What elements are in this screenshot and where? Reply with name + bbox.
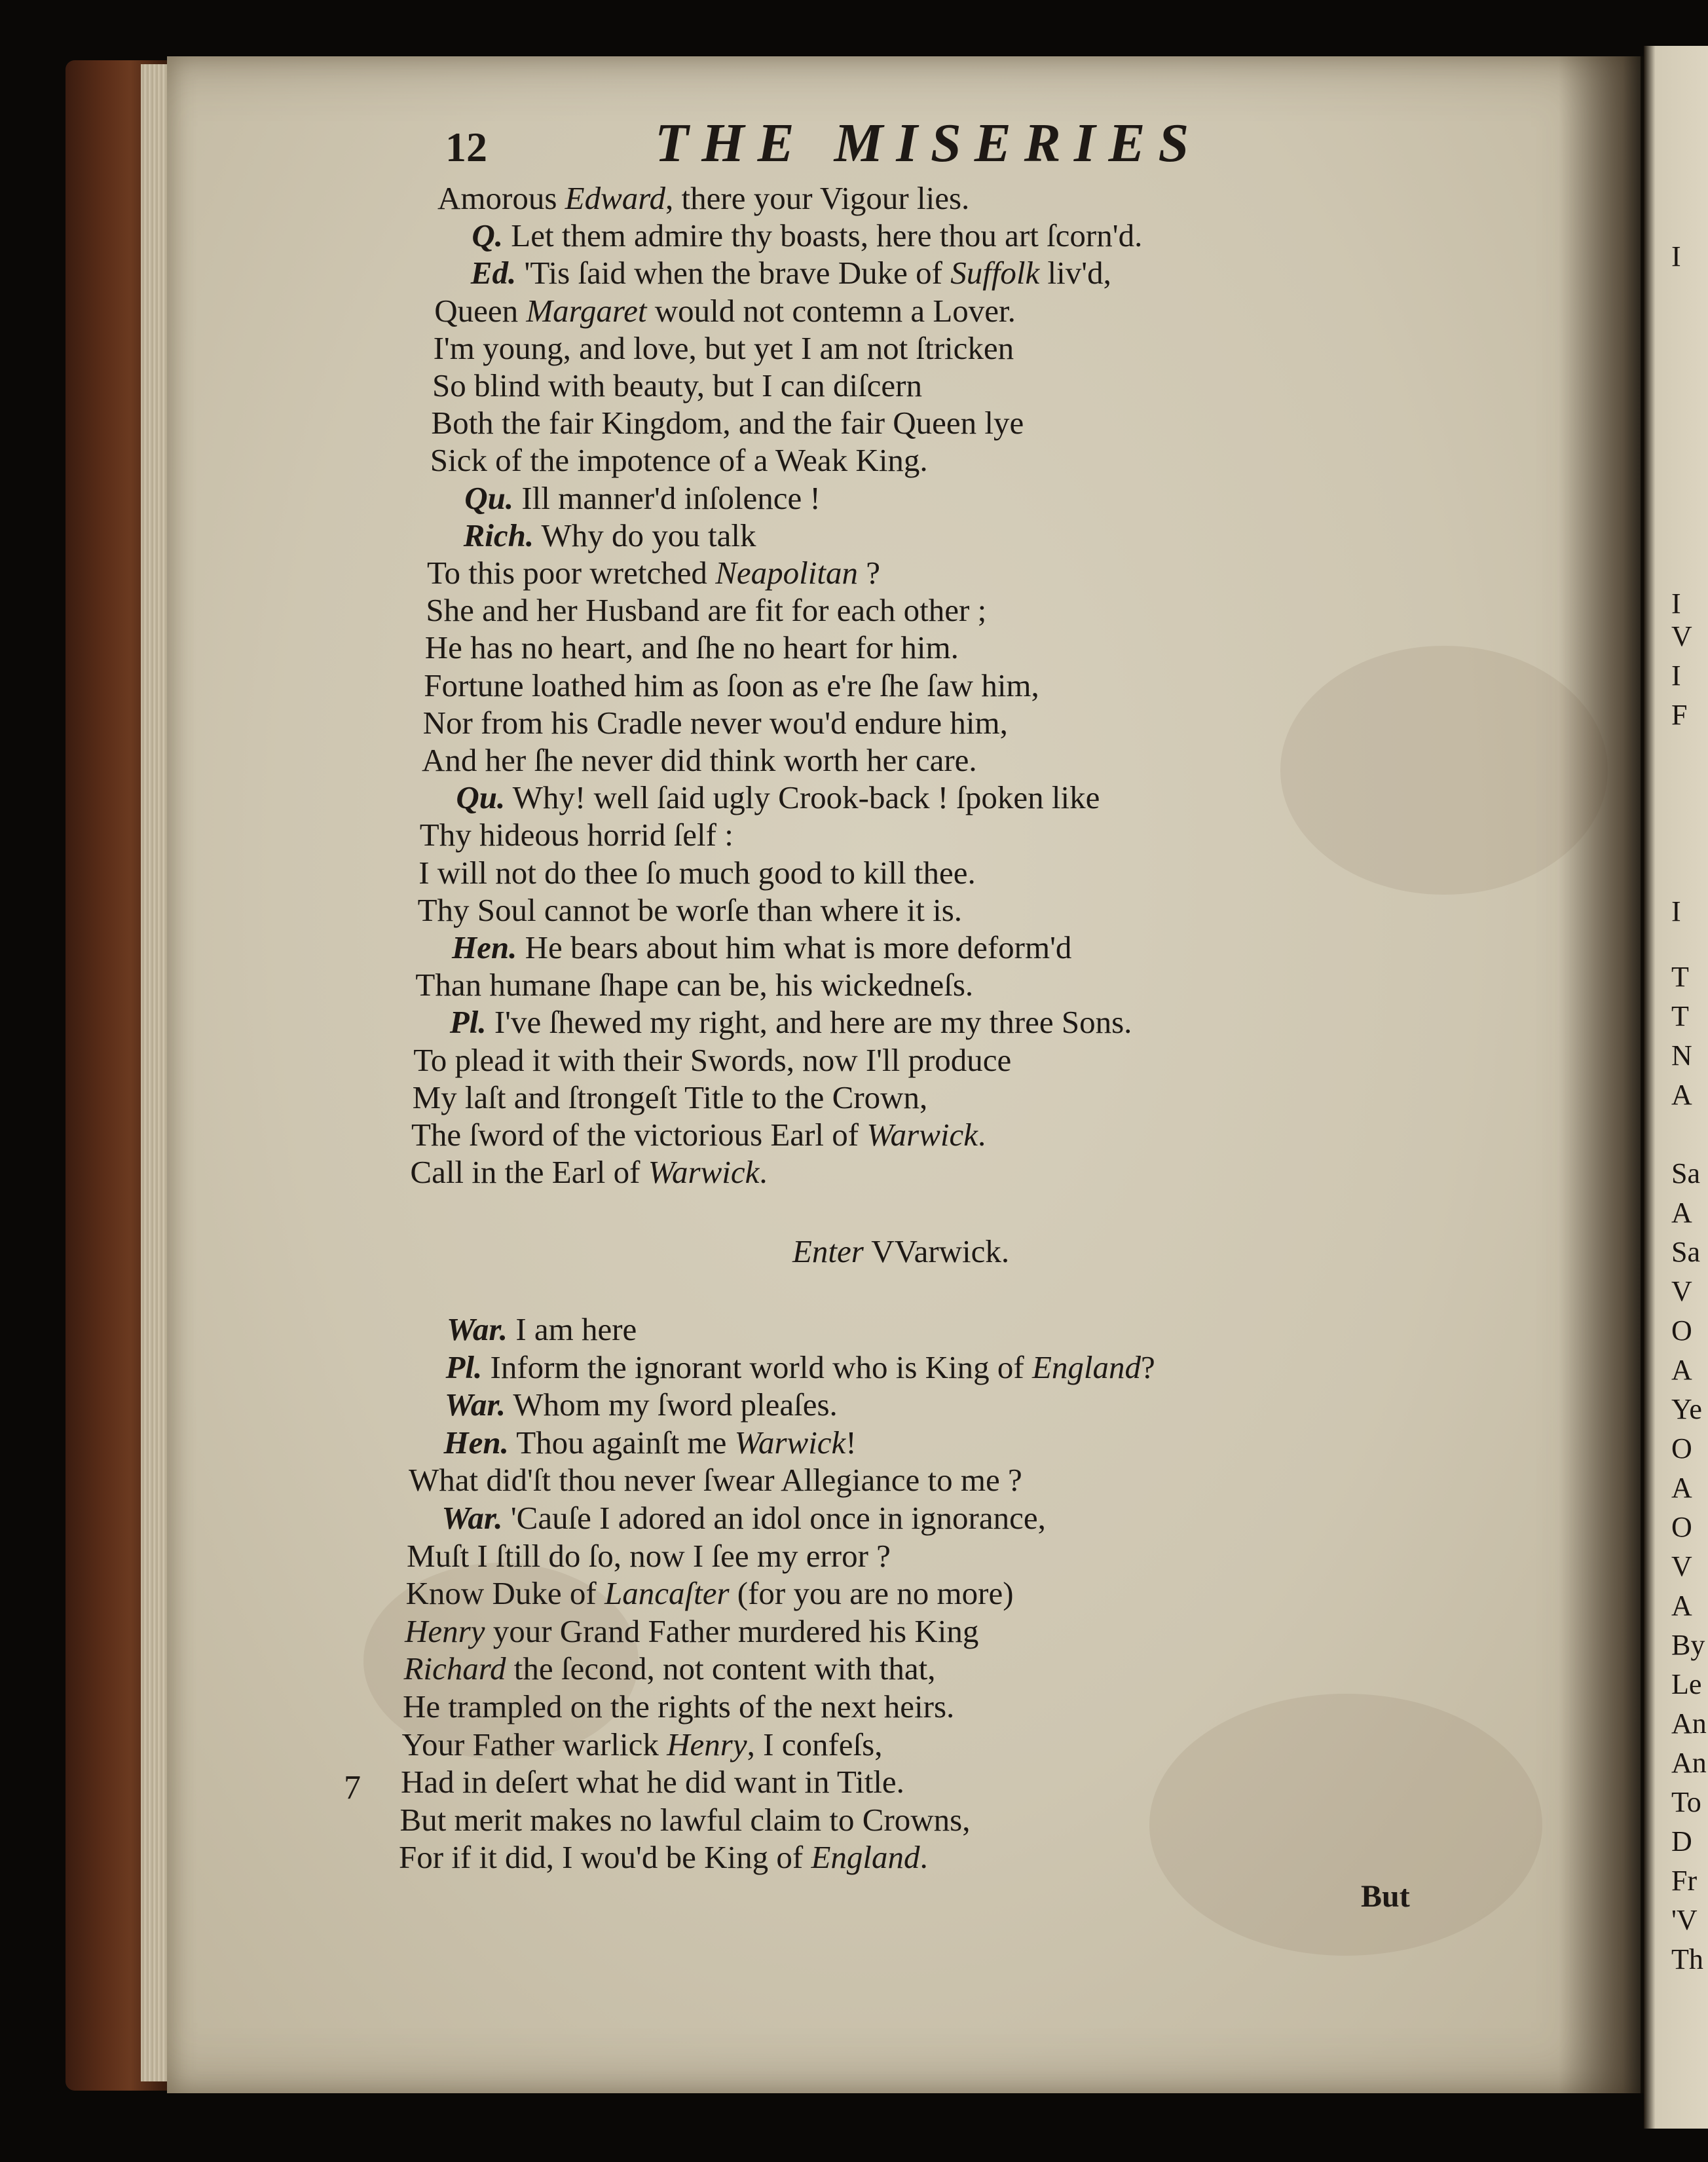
speaker-name: War. xyxy=(445,1387,506,1423)
verse-line xyxy=(444,1426,857,1459)
line-text-end: . xyxy=(978,1117,986,1153)
verse-line xyxy=(447,1313,637,1345)
line-text-end: would not contemn a Lover. xyxy=(646,292,1016,329)
line-text: Let them admire thy boasts, here thou art ſcorn'd. xyxy=(503,217,1143,254)
line-text: Nor from his Cradle never wou'd endure him, xyxy=(422,704,1008,741)
verse-line xyxy=(411,1119,986,1151)
line-text-end: , there your Vigour lies. xyxy=(665,180,970,216)
line-text: Queen xyxy=(434,292,527,329)
facing-page-letter: N xyxy=(1671,1039,1692,1072)
verse-line xyxy=(449,1004,1132,1041)
verse-line xyxy=(407,1537,891,1574)
line-text: Amorous xyxy=(437,180,565,216)
facing-page-letter: A xyxy=(1671,1079,1692,1111)
verse-line xyxy=(404,1652,936,1685)
verse-line xyxy=(417,891,963,928)
line-text: He bears about him what is more deform'd xyxy=(517,929,1072,965)
facing-page-letter: A xyxy=(1671,1197,1692,1229)
verse-line xyxy=(446,1351,1155,1383)
line-text-end: , I confeſs, xyxy=(747,1726,883,1762)
speaker-name: War. xyxy=(447,1311,508,1347)
catchword: But xyxy=(1361,1879,1410,1914)
verse-line xyxy=(445,1389,838,1421)
line-text: I am here xyxy=(508,1311,637,1347)
line-text: 'Tis ſaid when the brave Duke of xyxy=(516,255,951,291)
facing-page-letter: An xyxy=(1671,1747,1707,1779)
line-text: Had in deſert what he did want in Title. xyxy=(401,1764,904,1800)
facing-page-letter: Th xyxy=(1671,1943,1703,1975)
page-header xyxy=(0,111,1708,177)
line-text: Fortune loathed him as ſoon as e're ſhe ſaw him, xyxy=(424,667,1039,703)
verse-line xyxy=(401,1766,904,1798)
line-text: Than humane ſhape can be, his wickedneſs. xyxy=(415,967,974,1003)
line-text-end: ? xyxy=(1141,1349,1155,1385)
facing-page-letter: F xyxy=(1671,699,1688,731)
line-italic: Henry xyxy=(667,1726,747,1762)
margin-mark: 7 xyxy=(344,1769,361,1806)
facing-page-letter: Fr xyxy=(1671,1865,1698,1897)
line-text: She and her Husband are fit for each other ; xyxy=(426,592,987,629)
verse-line xyxy=(433,329,1014,366)
verse-line xyxy=(420,819,733,851)
line-text-end: (for you are no more) xyxy=(729,1575,1014,1612)
page-number: 12 xyxy=(445,124,487,170)
line-italic: England xyxy=(811,1839,920,1876)
line-text: Inform the ignorant world who is King of xyxy=(482,1349,1032,1385)
line-text: Your Father warlick xyxy=(401,1726,667,1762)
line-text: Call in the Earl of xyxy=(410,1154,648,1191)
verse-line xyxy=(399,1801,971,1838)
line-text: But merit makes no lawful claim to Crowns, xyxy=(399,1801,971,1838)
running-title: THE MISERIES xyxy=(655,113,1202,174)
line-text: He has no heart, and ſhe no heart for him. xyxy=(424,629,959,666)
facing-page-letter: I xyxy=(1671,240,1681,272)
verse-line xyxy=(432,369,922,401)
verse-line xyxy=(431,407,1024,439)
verse-line xyxy=(472,219,1142,252)
line-text: He trampled on the rights of the next heirs. xyxy=(403,1688,955,1724)
line-text: The ſword of the victorious Earl of xyxy=(411,1117,867,1153)
line-text: Why! well ſaid ugly Crook-back ! ſpoken like xyxy=(505,779,1100,816)
line-italic: Warwick xyxy=(734,1424,846,1461)
speaker-name: Q. xyxy=(472,217,504,254)
line-text: Muſt I ſtill do ſo, now I ſee my error ? xyxy=(407,1537,891,1574)
facing-page-letter: V xyxy=(1671,620,1692,652)
speaker-name: Pl. xyxy=(445,1349,483,1385)
line-text: Why do you talk xyxy=(534,517,756,553)
facing-page-letter: I xyxy=(1671,660,1681,692)
speaker-name: War. xyxy=(441,1500,503,1536)
facing-page-letter: A xyxy=(1671,1590,1692,1622)
verse-line xyxy=(456,779,1100,816)
speaker-name: Qu. xyxy=(464,479,514,516)
facing-page-letter: V xyxy=(1671,1275,1692,1307)
line-text: Thy Soul cannot be worſe than where it is. xyxy=(417,891,963,928)
line-text: Sick of the impotence of a Weak King. xyxy=(430,442,928,479)
facing-page-letter: I xyxy=(1671,895,1681,927)
facing-page-letter: T xyxy=(1671,1000,1689,1032)
verse-line xyxy=(413,1041,1012,1078)
line-text-end: your Grand Father murdered his King xyxy=(485,1612,979,1649)
line-text: Both the fair Kingdom, and the fair Queen lye xyxy=(431,405,1024,441)
line-italic: Richard xyxy=(403,1650,506,1687)
facing-page-letter: An xyxy=(1671,1707,1707,1740)
speaker-name: Qu. xyxy=(456,779,506,816)
line-italic: Edward xyxy=(565,180,666,216)
verse-line xyxy=(422,704,1008,741)
facing-page-letter: A xyxy=(1671,1472,1692,1504)
line-text-end: . xyxy=(919,1839,928,1876)
line-italic: Warwick xyxy=(866,1117,978,1153)
facing-page-letter: V xyxy=(1671,1550,1692,1582)
line-italic: Suffolk xyxy=(950,255,1040,291)
verse-line xyxy=(405,1612,979,1649)
line-text-end: ? xyxy=(857,555,880,591)
line-text: I will not do thee ſo much good to kill thee. xyxy=(418,854,976,891)
facing-page-letter: 'V xyxy=(1671,1904,1698,1936)
facing-page-letter: O xyxy=(1671,1511,1692,1543)
verse-line xyxy=(452,931,1071,963)
stage-direction xyxy=(792,1233,1009,1270)
line-italic: Margaret xyxy=(526,292,647,329)
verse-line xyxy=(424,629,959,666)
line-text: My laſt and ſtrongeſt Title to the Crown, xyxy=(412,1079,928,1115)
line-text-end: . xyxy=(759,1154,768,1191)
line-text: 'Cauſe I adored an idol once in ignorance, xyxy=(502,1500,1046,1536)
verse-line xyxy=(427,557,880,589)
speaker-name: Hen. xyxy=(443,1424,509,1461)
facing-page-letter: Sa xyxy=(1671,1236,1700,1268)
verse-line xyxy=(422,744,977,776)
stage-direction-verb: Enter xyxy=(792,1233,864,1269)
line-italic: Henry xyxy=(405,1612,485,1649)
line-text: I'm young, and love, but yet I am not ſtricken xyxy=(433,329,1014,366)
line-text: Thou againſt me xyxy=(508,1424,735,1461)
verse-line xyxy=(405,1575,1014,1612)
line-text: Know Duke of xyxy=(405,1575,604,1612)
line-text: What did'ſt thou never ſwear Allegiance to me ? xyxy=(409,1462,1022,1499)
line-text-end: liv'd, xyxy=(1039,255,1111,291)
facing-page-letter: Ye xyxy=(1671,1393,1702,1425)
line-text: To this poor wretched xyxy=(427,555,716,591)
verse-line xyxy=(409,1462,1022,1499)
line-text: For if it did, I wou'd be King of xyxy=(399,1839,811,1876)
facing-page-letter: I xyxy=(1671,587,1681,620)
verse-line xyxy=(442,1502,1046,1534)
facing-page-letter: A xyxy=(1671,1354,1692,1386)
line-text: And her ſhe never did think worth her care. xyxy=(422,742,977,778)
verse-line xyxy=(403,1690,954,1723)
stage-direction-name: VVarwick. xyxy=(863,1233,1010,1269)
line-text: Whom my ſword pleaſes. xyxy=(506,1387,838,1423)
line-italic: Warwick xyxy=(648,1154,760,1191)
verse-line xyxy=(415,969,973,1001)
verse-line xyxy=(464,479,821,516)
speaker-name: Rich. xyxy=(463,517,534,553)
speaker-name: Pl. xyxy=(449,1004,487,1041)
line-italic: England xyxy=(1031,1349,1142,1385)
line-text-end: ! xyxy=(845,1424,857,1461)
verse-line xyxy=(418,854,976,891)
line-text-end: the ſecond, not content with that, xyxy=(506,1650,936,1687)
line-italic: Neapolitan xyxy=(715,555,858,591)
line-text: I've ſhewed my right, and here are my three Sons. xyxy=(486,1004,1132,1041)
facing-page-letter: D xyxy=(1671,1825,1692,1857)
verse-line xyxy=(402,1728,883,1761)
line-text: To plead it with their Swords, now I'll produce xyxy=(413,1041,1012,1078)
facing-page-letter: O xyxy=(1671,1432,1692,1464)
line-italic: Lancaſter xyxy=(604,1575,730,1612)
verse-line xyxy=(430,442,928,479)
speaker-name: Ed. xyxy=(470,255,517,291)
facing-page-letter: O xyxy=(1671,1314,1692,1347)
verse-line xyxy=(426,592,987,629)
verse-line xyxy=(464,519,756,551)
facing-page-letter: To xyxy=(1671,1786,1701,1818)
verse-line xyxy=(399,1839,928,1876)
verse-line xyxy=(434,292,1016,329)
line-text: So blind with beauty, but I can diſcern xyxy=(432,367,922,403)
facing-page-letter: By xyxy=(1671,1629,1705,1661)
line-text: Thy hideous horrid ſelf : xyxy=(419,817,733,853)
facing-page-letter: Le xyxy=(1671,1668,1702,1700)
facing-page-letter: Sa xyxy=(1671,1157,1700,1189)
verse-line xyxy=(424,669,1039,701)
verse-line xyxy=(410,1154,768,1191)
speaker-name: Hen. xyxy=(452,929,517,965)
verse-line xyxy=(437,182,969,214)
line-text: Ill manner'd inſolence ! xyxy=(513,479,821,516)
verse-line xyxy=(471,257,1111,289)
facing-page-letter: T xyxy=(1671,961,1689,993)
verse-line xyxy=(413,1081,928,1113)
